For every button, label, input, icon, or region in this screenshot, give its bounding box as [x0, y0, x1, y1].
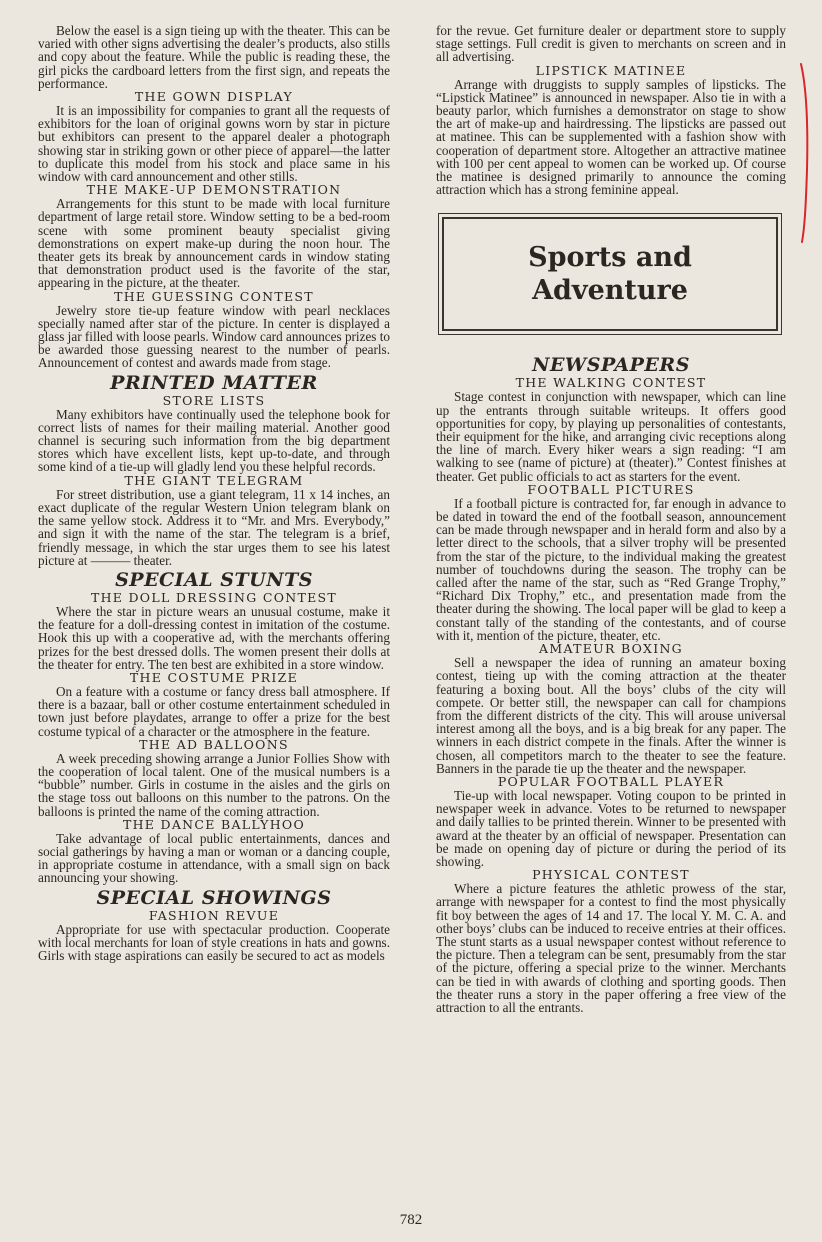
section-heading: LIPSTICK MATINEE [535, 62, 687, 78]
paragraph: Sell a newspaper the idea of running an amateur boxing contest, tieing up with the coming attraction at the theater featuring a boxing bout. All the boys’ clubs of the city will compete. Or better still, the newspaper can call for champions from the different districts of the city. This will arouse universal interest among all the boys, and is a big break for any paper. The winners in each district compete in the finals. After the winner is chosen, all competitors march to the theater to see the feature. Banners in the parade tie up the theater and the newspaper. [436, 655, 786, 776]
section-heading: THE GIANT TELEGRAM [124, 472, 304, 488]
section-heading: THE MAKE-UP DEMONSTRATION [86, 182, 342, 198]
section-heading: STORE LISTS [162, 392, 266, 408]
category-heading: PRINTED MATTER [110, 371, 318, 394]
red-margin-annotation [792, 60, 814, 250]
paragraph: Arrange with druggists to supply samples of lipsticks. The “Lipstick Matinee” is announced in newspaper. Also tie in with a beauty parlor, which furnishes a demonstrator on stage to show the art of make-up and hairdressing. The lipsticks are passed out at matinee. This can be supplemented with a fashion show with cooperation of department store. Altogether an attractive matinee with 100 per cent appeal to women can be worked up. Of course the matinee is designed primarily to announce the coming attraction which has a strong feminine appeal. [436, 76, 786, 198]
paragraph: Jewelry store tie-up feature window with pearl necklaces specially named after star of the picture. In center is displayed a glass jar filled with loose pearls. Window card announces prizes to be awarded those guessing nearest to the number of pearls. Announcement of contest and awards made from stage. [38, 302, 390, 371]
paragraph: For street distribution, use a giant telegram, 11 x 14 inches, an exact duplicate of the regular Western Union telegram blank on the same yellow stock. Address it to “Mr. and Mrs. Everybody,” and sign it with the name of the star. The telegram is a brief, friendly message, in which the star urges them to see his latest picture at ——— theater. [38, 486, 390, 568]
section-heading: POPULAR FOOTBALL PLAYER [497, 773, 725, 789]
section-heading: THE WALKING CONTEST [515, 375, 707, 391]
paragraph: A week preceding showing arrange a Junior Follies Show with the cooperation of local talent. One of the musical numbers is a “bubble” number. Girls in costume in the aisles and the girls on the stage toss out balloons on this number to the patrons. On the balloons is printed the name of the coming attraction. [38, 750, 390, 819]
left-column [38, 24, 390, 962]
right-column [436, 24, 786, 1014]
paragraph: Tie-up with local newspaper. Voting coupon to be printed in newspaper week in advance. Votes to be returned to newspaper and daily tallies to be printed therein. Winner to be presented with award at the theater by an official of newspaper. Presentation can be made on opening day of picture or during the period of its showing. [436, 787, 786, 869]
banner-title: Sports and Adventure [528, 242, 692, 307]
paragraph: Stage contest in conjunction with newspaper, which can line up the entrants through suitable writeups. It offers good opportunities for copy, by playing up personalities of contestants, their equipment for the hike, and arranging civic receptions along the line of march. Every hiker wears a sign reading: “I am walking to see (name of picture) at (theater).” Contest finishes at theater. Get public officials to act as starters for the event. [436, 389, 786, 484]
section-heading: THE AD BALLOONS [139, 736, 289, 752]
paragraph: Appropriate for use with spectacular production. Cooperate with local merchants for loan of style creations in hats and gowns. Girls with stage aspirations can easily be secured to act as models [38, 921, 390, 963]
section-heading: FOOTBALL PICTURES [527, 481, 695, 497]
section-heading: FASHION REVUE [148, 907, 280, 923]
section-heading: THE COSTUME PRIZE [129, 669, 299, 685]
boxed-section-banner [438, 213, 782, 335]
paragraph: If a football picture is contracted for, far enough in advance to be dated in toward the end of the football season, announcement can be made through newspaper and in herald form and also by a letter direct to the schools, that a silver trophy will be presented from the star of the picture, to the individual making the greatest number of touchdowns during the season. The trophy can be called after the name of the star, such as “Red Grange Trophy,” “Richard Dix Trophy,” etc., and presentation made from the theater during the showing. The local paper will be glad to keep a constant tally of the standing of the contestants, and of course with it, mention of the picture, theater, etc. [436, 495, 786, 643]
banner-frame [442, 217, 778, 331]
section-heading: AMATEUR BOXING [539, 641, 683, 657]
paragraph: for the revue. Get furniture dealer or department store to supply stage settings. Full credit is given to merchants on screen and in all advertising. [436, 23, 786, 65]
section-heading: THE DANCE BALLYHOO [122, 816, 306, 832]
paragraph: Many exhibitors have continually used the telephone book for correct lists of names for their mailing material. Another good channel is securing such information from the big department stores which have excellent lists, kept up-to-date, and through some kind of a tie-up will gladly lend you these helpful records. [38, 406, 390, 475]
paragraph: Take advantage of local public entertainments, dances and social gatherings by having a man or woman or a dancing couple, in appropriate costume in attendance, with a small sign on back announcing your showing. [38, 830, 390, 886]
section-heading: PHYSICAL CONTEST [532, 867, 690, 883]
paragraph: It is an impossibility for companies to grant all the requests of exhibitors for the loan of original gowns worn by star in picture but exhibitors can present to the apparel dealer a photograph showing star in striking gown or other piece of apparel—the latter to duplicate this model from his stock and place same in his window with card announcement and other stills. [38, 103, 390, 185]
paragraph: Where the star in picture wears an unusual costume, make it the feature for a doll-dressing contest in imitation of the costume. Hook this up with a cooperative ad, with the merchants offering prizes for the best dressed dolls. The women present their dolls at the theater for entry. The ten best are exhibited in a store window. [38, 603, 390, 672]
paragraph: Where a picture features the athletic prowess of the star, arrange with newspaper for a contest to find the most physically fit boy between the ages of 14 and 17. The local Y. M. C. A. and other boys’ clubs can be induced to receive entries at their offices. The stunt starts as a usual newspaper contest without reference to the picture. Then a telegram can be sent, presumably from the star of the picture, offering a special prize to the winner. Merchants can be tied in with awards of clothing and sporting goods. Then the theater runs a story in the paper offering a free view of the attraction to all the entrants. [436, 881, 786, 1015]
section-heading: THE DOLL DRESSING CONTEST [90, 589, 338, 605]
paragraph: Arrangements for this stunt to be made with local furniture department of large retail store. Window setting to be a bed-room scene with some prominent beauty specialist giving demonstrations on expert make-up during the noon hour. The theater gets its break by announcement cards in window stating that demonstration product used is the favorite of the star, appearing in the picture, at the theater. [38, 196, 390, 291]
category-heading: SPECIAL SHOWINGS [96, 886, 332, 909]
section-heading: THE GOWN DISPLAY [134, 89, 294, 105]
page-number: 782 [399, 1212, 423, 1228]
paragraph: On a feature with a costume or fancy dress ball atmosphere. If there is a bazaar, ball or other costume entertainment scheduled in town just before playdates, arrange to offer a prize for the best costume typical of a character or the atmosphere in the feature. [38, 683, 390, 739]
section-heading: THE GUESSING CONTEST [114, 288, 314, 304]
category-heading: NEWSPAPERS [532, 354, 690, 377]
category-heading: SPECIAL STUNTS [115, 568, 313, 591]
paragraph: Below the easel is a sign tieing up with the theater. This can be varied with other signs advertising the dealer’s products, also stills and copy about the feature. While the public is reading these, the girl picks the cardboard letters from the first sign, and repeats the performance. [38, 23, 390, 91]
